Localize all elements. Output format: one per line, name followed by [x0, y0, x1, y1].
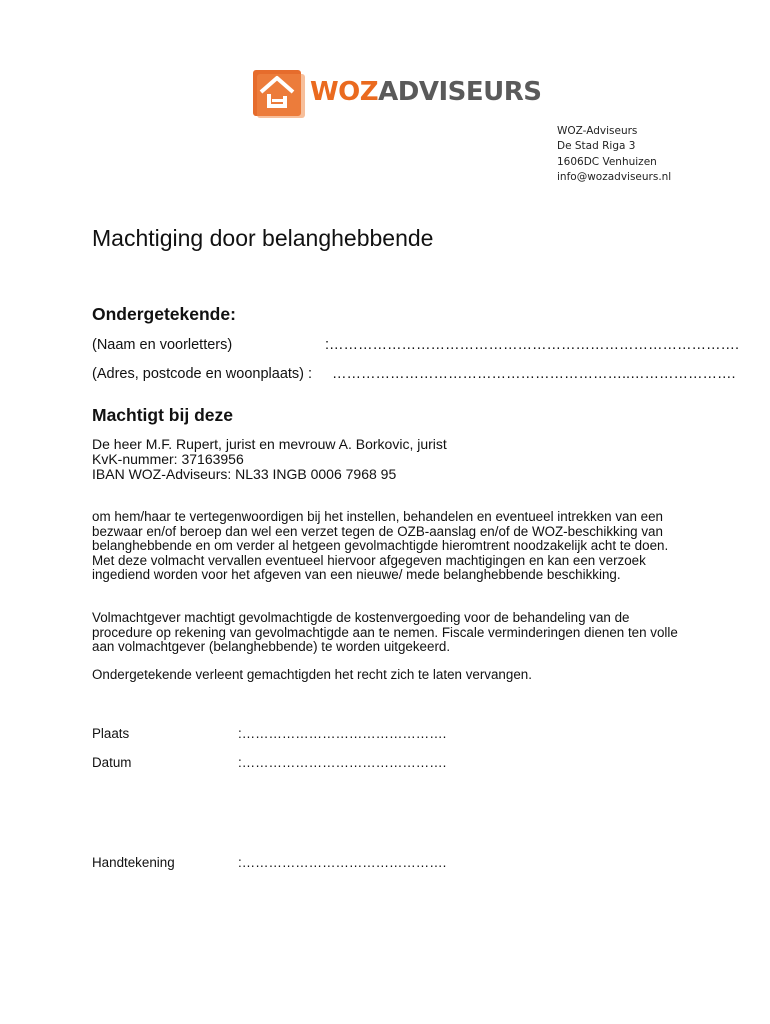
- document-title: Machtiging door belanghebbende: [92, 225, 434, 251]
- signature-field[interactable]: :……………………………………….: [238, 855, 447, 870]
- date-field[interactable]: :……………………………………….: [238, 755, 447, 770]
- undersigned-heading: Ondergetekende:: [92, 304, 236, 324]
- place-label: Plaats: [92, 726, 130, 741]
- iban-line: IBAN WOZ-Adviseurs: NL33 INGB 0006 7968 95: [92, 466, 397, 482]
- company-logo: [253, 66, 542, 118]
- agents-line: De heer M.F. Rupert, jurist en mevrouw A. Borkovic, jurist: [92, 436, 447, 452]
- address-city: 1606DC Venhuizen: [557, 155, 657, 168]
- kvk-line: KvK-nummer: 37163956: [92, 451, 244, 467]
- address-street: De Stad Riga 3: [557, 140, 636, 153]
- company-address: [557, 124, 671, 185]
- address-company-name: WOZ-Adviseurs: [557, 125, 638, 137]
- signature-label: Handtekening: [92, 855, 175, 870]
- house-chair-logo-icon: [253, 66, 305, 118]
- name-label: (Naam en voorletters): [92, 337, 233, 353]
- address-label: (Adres, postcode en woonplaats) :: [92, 366, 313, 382]
- date-label: Datum: [92, 755, 132, 770]
- logo-wordmark: [310, 77, 542, 107]
- authorizes-heading: Machtigt bij deze: [92, 405, 233, 425]
- authorization-paragraph: om hem/haar te vertegenwoordigen bij het instellen, behandelen en eventueel intrekken van een bezwaar en/of beroep dan wel een verzet tegen de OZB-aanslag en/of de WOZ-beschikking van belanghebbende en om verder al hetgeen gevolmachtigde hieromtrent noodzakelijk acht te doen. Met deze volmacht vervallen eventueel hiervoor afgegeven machtigingen en kan een verzoek ingediend worden voor het afgeven van een nieuwe/ mede belanghebbende beschikking.: [92, 509, 669, 583]
- logo-adviseurs-text: ADVISEURS: [378, 77, 542, 107]
- address-email: info@wozadviseurs.nl: [557, 170, 672, 183]
- address-field[interactable]: ……………………………………………………..………………….: [332, 366, 736, 382]
- substitution-paragraph: Ondergetekende verleent gemachtigden het recht zich te laten vervangen.: [92, 667, 532, 682]
- cost-paragraph: Volmachtgever machtigt gevolmachtigde de kostenvergoeding voor de behandeling van de procedure op rekening van gevolmachtigde aan te nemen. Fiscale verminderingen dienen ten volle aan volmachtgever (belanghebbende) te worden uitgekeerd.: [92, 610, 678, 655]
- logo-woz-text: WOZ: [310, 77, 379, 107]
- name-field[interactable]: :………………………………………………………………………….: [325, 337, 740, 353]
- place-field[interactable]: :……………………………………….: [238, 726, 447, 741]
